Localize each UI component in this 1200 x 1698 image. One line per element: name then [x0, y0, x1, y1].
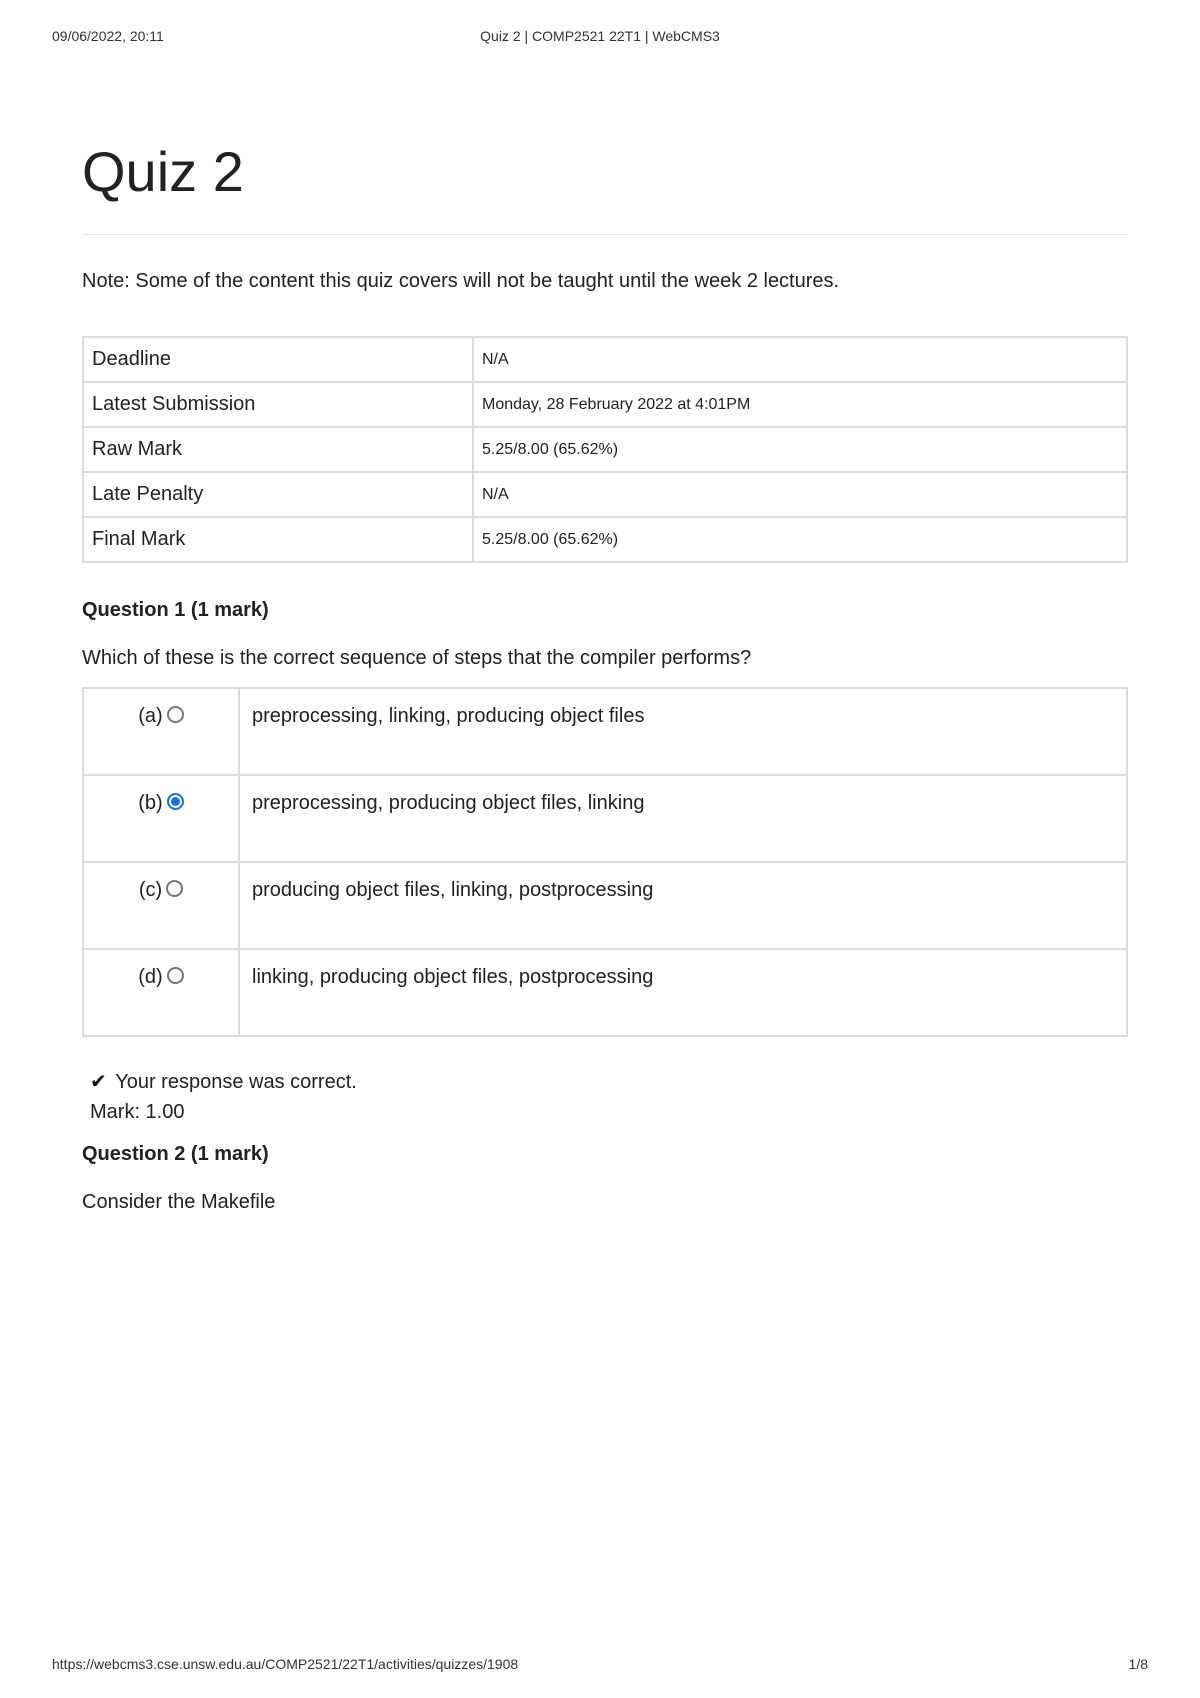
title-divider — [82, 234, 1128, 235]
option-key-cell — [83, 862, 239, 949]
page-number: 1/8 — [1128, 1656, 1148, 1672]
question-1-options — [82, 687, 1128, 1037]
option-key-cell — [83, 775, 239, 862]
print-date: 09/06/2022, 20:11 — [52, 28, 164, 44]
option-text: producing object files, linking, postprocessing — [239, 862, 1127, 949]
main-content — [82, 140, 1128, 1215]
feedback-text: Your response was correct. — [115, 1071, 357, 1093]
summary-label: Late Penalty — [83, 472, 473, 517]
summary-value: 5.25/8.00 (65.62%) — [473, 517, 1127, 562]
summary-label: Raw Mark — [83, 427, 473, 472]
check-icon: ✔ — [90, 1071, 107, 1093]
submission-summary-table — [82, 336, 1128, 563]
radio-icon[interactable] — [166, 880, 183, 897]
summary-value: 5.25/8.00 (65.62%) — [473, 427, 1127, 472]
summary-label: Final Mark — [83, 517, 473, 562]
radio-icon[interactable] — [167, 967, 184, 984]
option-text: linking, producing object files, postprocessing — [239, 949, 1127, 1036]
option-key: (d) — [138, 966, 163, 988]
table-row — [83, 517, 1127, 562]
question-2-text: Consider the Makefile — [82, 1191, 276, 1213]
table-row — [83, 427, 1127, 472]
option-key: (c) — [138, 879, 163, 901]
radio-selected-icon[interactable] — [167, 793, 184, 810]
print-footer — [52, 1656, 1148, 1676]
question-1-feedback — [90, 1067, 1128, 1127]
print-doc-title: Quiz 2 | COMP2521 22T1 | WebCMS3 — [480, 28, 720, 44]
question-1-mark: Mark: 1.00 — [90, 1101, 185, 1123]
print-url: https://webcms3.cse.unsw.edu.au/COMP2521/22T1/activities/quizzes/1908 — [52, 1656, 519, 1672]
summary-label: Deadline — [83, 337, 473, 382]
question-1-text: Which of these is the correct sequence of steps that the compiler performs? — [82, 647, 752, 669]
option-row-d[interactable] — [83, 949, 1127, 1036]
page-title: Quiz 2 — [82, 140, 244, 203]
question-2-heading: Question 2 (1 mark) — [82, 1143, 269, 1165]
option-key: (b) — [138, 792, 163, 814]
summary-label: Latest Submission — [83, 382, 473, 427]
quiz-note: Note: Some of the content this quiz covers will not be taught until the week 2 lectures. — [82, 270, 840, 292]
option-key-cell — [83, 949, 239, 1036]
option-text: preprocessing, producing object files, linking — [239, 775, 1127, 862]
option-row-a[interactable] — [83, 688, 1127, 775]
option-row-c[interactable] — [83, 862, 1127, 949]
radio-icon[interactable] — [167, 706, 184, 723]
table-row — [83, 472, 1127, 517]
table-row — [83, 337, 1127, 382]
option-key: (a) — [138, 705, 163, 727]
option-row-b[interactable] — [83, 775, 1127, 862]
summary-value: N/A — [473, 472, 1127, 517]
feedback-line — [90, 1067, 1128, 1097]
summary-value: Monday, 28 February 2022 at 4:01PM — [473, 382, 1127, 427]
question-1-heading: Question 1 (1 mark) — [82, 599, 269, 621]
option-text: preprocessing, linking, producing object files — [239, 688, 1127, 775]
table-row — [83, 382, 1127, 427]
print-header — [52, 28, 1148, 48]
option-key-cell — [83, 688, 239, 775]
summary-value: N/A — [473, 337, 1127, 382]
